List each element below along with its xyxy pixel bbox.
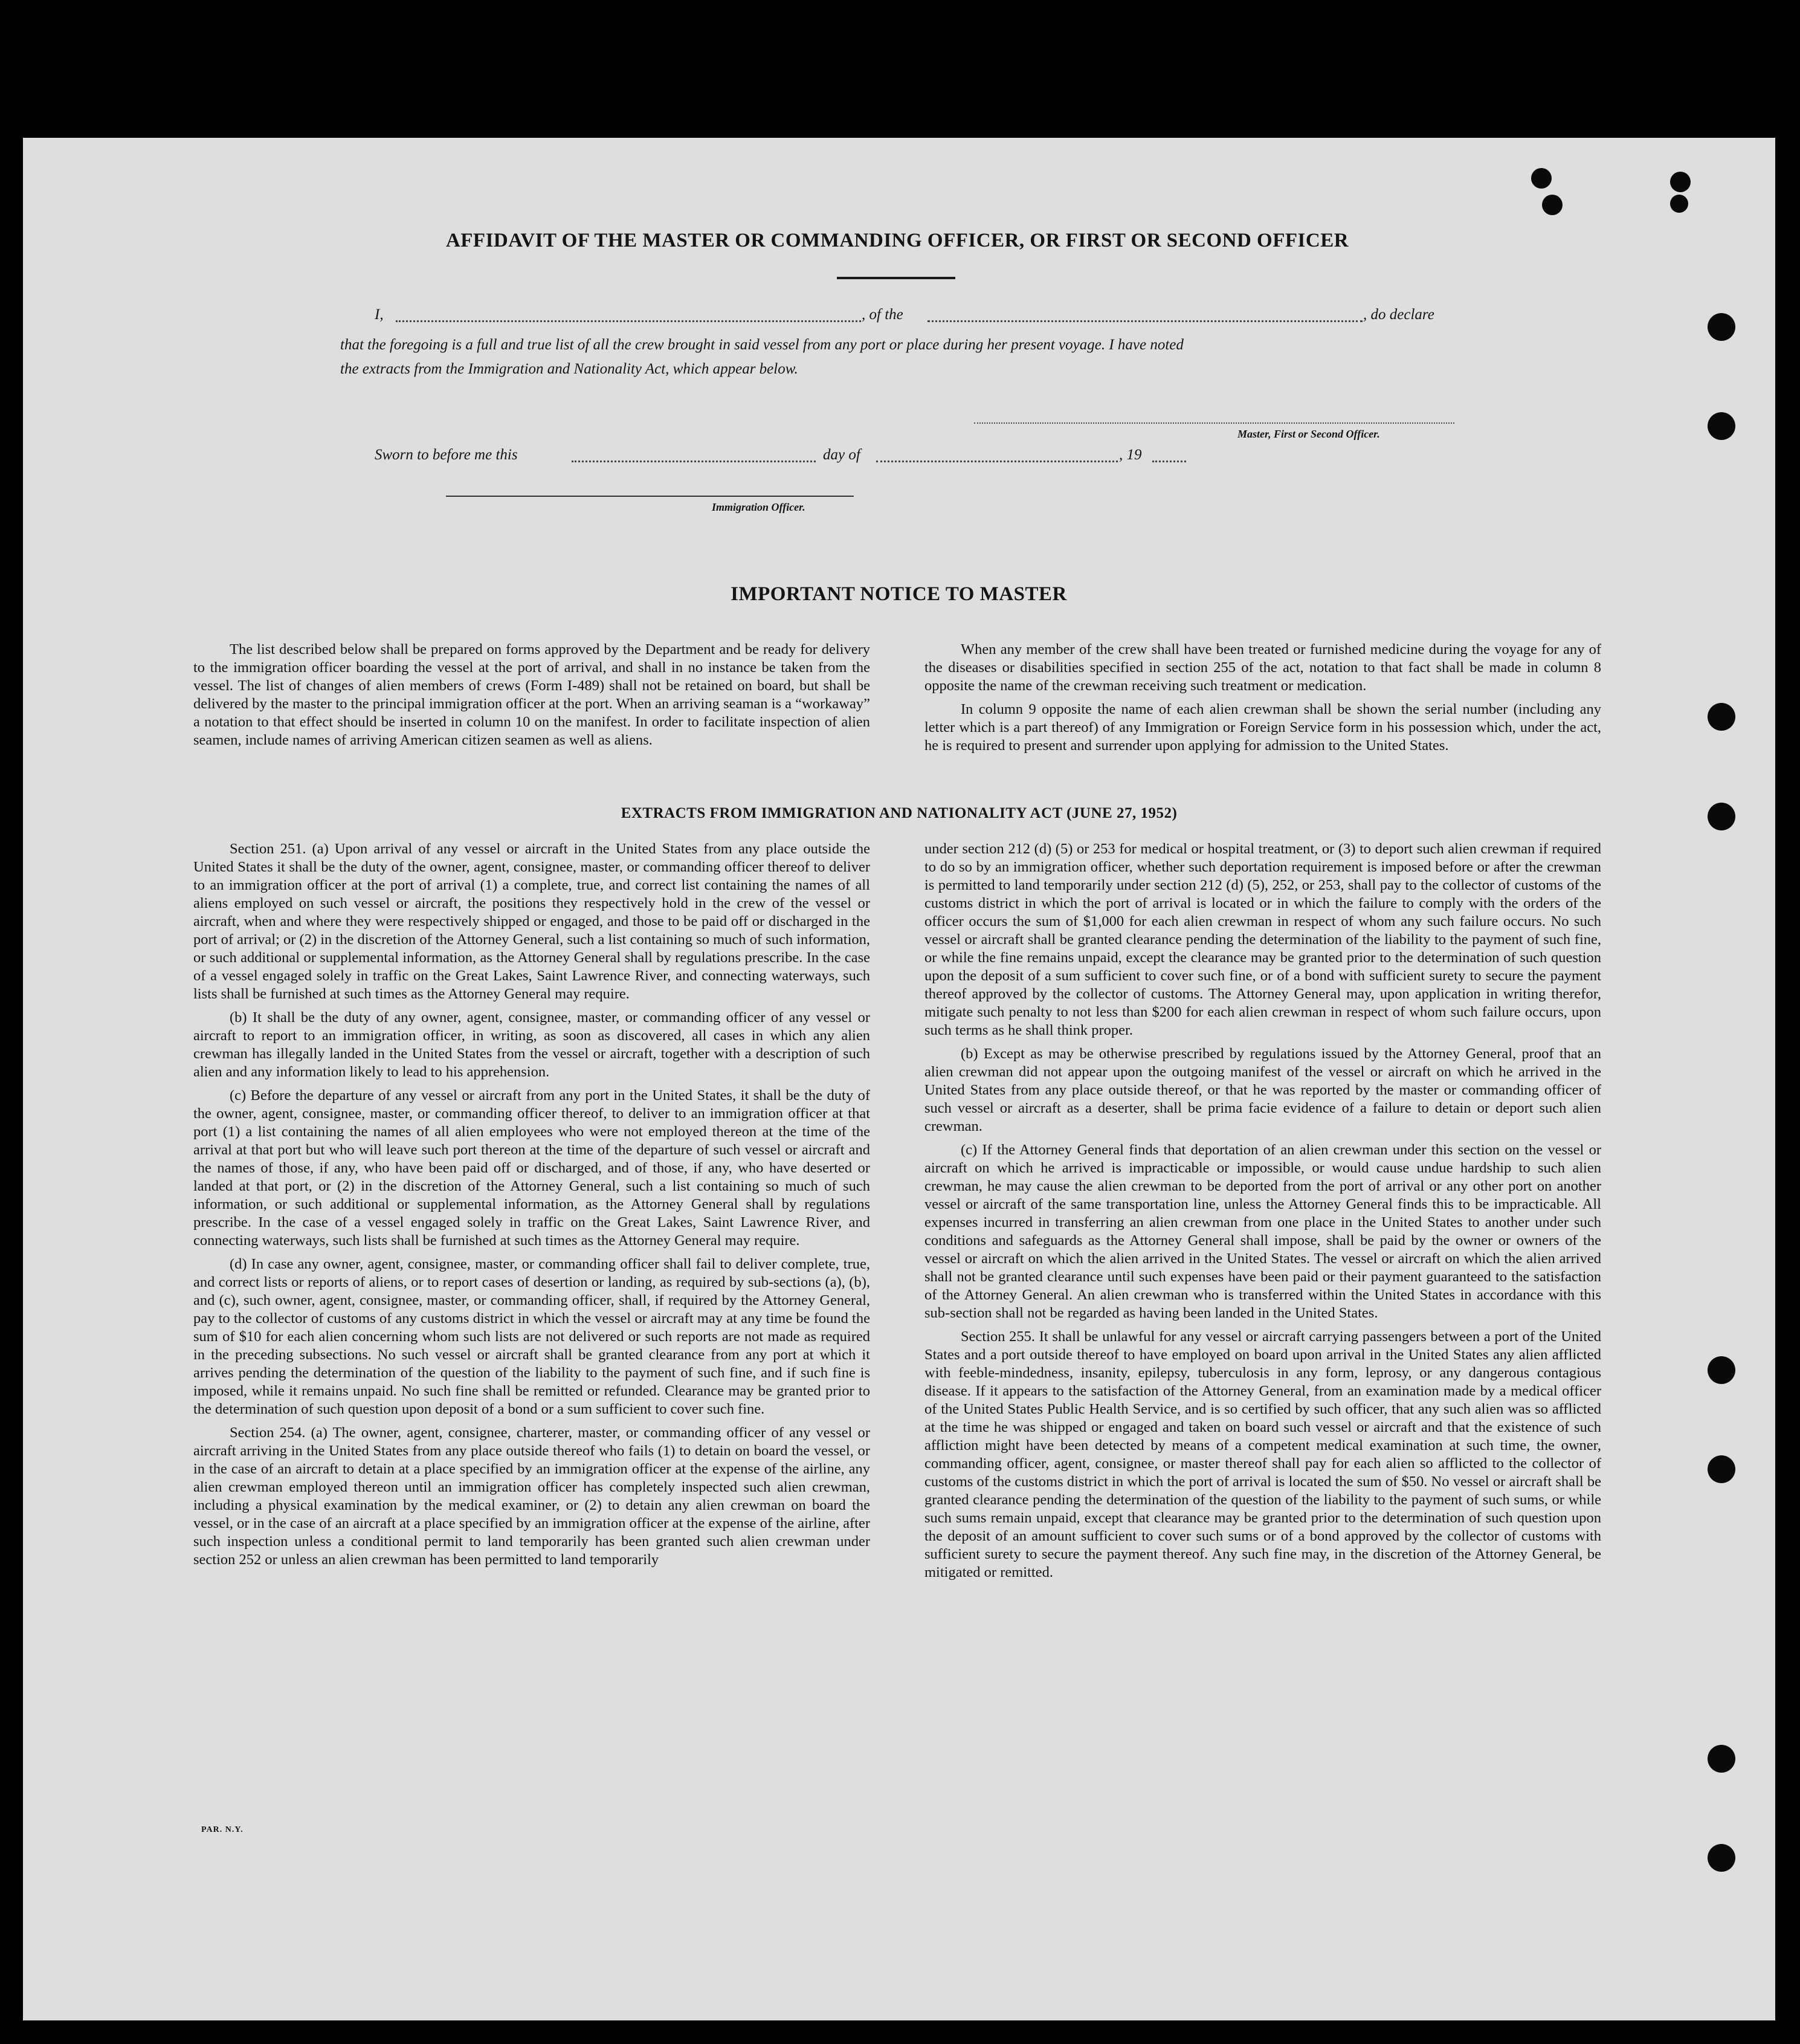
title-divider: [837, 277, 955, 279]
binder-hole: [1708, 703, 1735, 731]
officer-signature-caption: Immigration Officer.: [712, 501, 805, 513]
sworn-year-label: , 19: [1119, 447, 1142, 463]
binder-hole: [1708, 1745, 1735, 1773]
binder-hole: [1708, 313, 1735, 341]
sworn-day-field[interactable]: [572, 461, 816, 462]
extract-paragraph: (b) Except as may be otherwise prescribed by regulations issued by the Attorney General, proof that an alien crewman did not appear upon the outgoing manifest of the vessel or aircraft on which he arrived in the United States from any place outside thereof, or that he was reported by the master or commanding officer of such vessel or aircraft as a deserter, shall be prima facie evidence of a failure to detain or deport such alien crewman.: [924, 1046, 1601, 1134]
notice-title: IMPORTANT NOTICE TO MASTER: [731, 583, 1067, 605]
binder-hole: [1531, 168, 1552, 189]
binder-hole: [1708, 803, 1735, 830]
binder-hole: [1670, 195, 1688, 213]
binder-hole: [1542, 195, 1563, 215]
master-signature-field[interactable]: [974, 422, 1454, 424]
binder-hole: [1708, 412, 1735, 440]
extract-paragraph: Section 251. (a) Upon arrival of any vessel or aircraft in the United States from any place outside the United States it shall be the duty of the owner, agent, consignee, master, or commanding officer thereof to deliver to an immigration officer at the port of arrival (1) a complete, true, and correct list containing the names of all aliens employed on such vessel or aircraft, the positions they respectively hold in the crew of the vessel or aircraft, when and where they were respectively shipped or engaged, and those to be paid off or discharged in the port of arrival; or (2) in the discretion of the Attorney General, such a list containing so much of such information, or such additional or supplemental information, as the Attorney General shall by regulations prescribe. In the case of a vessel engaged solely in traffic on the Great Lakes, Saint Lawrence River, and connecting waterways, such lists shall be furnished at such times as the Attorney General may require.: [193, 841, 870, 1002]
extract-paragraph: Section 254. (a) The owner, agent, consignee, charterer, master, or commanding officer of any vessel or aircraft arriving in the United States from any place outside thereof who fails (1) to detain on board the vessel, or in the case of an aircraft to detain at a place specified by an immigration officer at the expense of the airline, any alien crewman employed thereon until an immigration officer has completely inspected such alien crewman, including a physical examination by the medical examiner, or (2) to detain any alien crewman on board the vessel, or in the case of an aircraft at a place specified by an immigration officer at the expense of the airline, after such inspection unless a conditional permit to land temporarily has been granted such alien crewman under section 252 or unless an alien crewman has been permitted to land temporarily: [193, 1425, 870, 1568]
sworn-year-field[interactable]: [1152, 461, 1186, 462]
extract-paragraph: (b) It shall be the duty of any owner, agent, consignee, master, or commanding officer of any vessel or aircraft to report to an immigration officer, in writing, as soon as discovered, all cases in which any alien crewman has illegally landed in the United States from the vessel or aircraft, together with a description of such alien and any information likely to lead to his apprehension.: [193, 1009, 870, 1080]
statement-line-2: the extracts from the Immigration and Nationality Act, which appear below.: [340, 361, 798, 377]
declare-do-declare-label: , do declare: [1363, 306, 1434, 323]
declare-i-label: I,: [375, 306, 384, 323]
binder-hole: [1670, 172, 1691, 192]
master-signature-caption: Master, First or Second Officer.: [1237, 428, 1380, 440]
extract-paragraph: under section 212 (d) (5) or 253 for medical or hospital treatment, or (3) to deport such alien crewman if required to do so by an immigration officer, whether such deportation requirement is imposed before or after the crewman is permitted to land temporarily under section 212 (d) (5), 252, or 253, shall pay to the collector of customs of the customs district in which the port of arrival is located or in which the failure to comply with the orders of the officer occurs the sum of $1,000 for each alien crewman in respect of whom any such failure occurs. No such vessel or aircraft shall be granted clearance pending the determination of the liability to the payment of such fine, or while the fine remains unpaid, except the clearance may be granted prior to the determination of such question upon the deposit of a sum sufficient to cover such fine, or of a bond with sufficient surety to secure the payment thereof approved by the collector of customs. The Attorney General may, upon application in writing therefor, mitigate such penalty to not less than $200 for each alien crewman in respect of whom such failure occurs, upon such terms as he shall think proper.: [924, 841, 1601, 1038]
affidavit-title: AFFIDAVIT OF THE MASTER OR COMMANDING OFFICER, OR FIRST OR SECOND OFFICER: [445, 230, 1349, 251]
notice-paragraph: In column 9 opposite the name of each alien crewman shall be shown the serial number (including any letter which is a part thereof) of any Immigration or Foreign Service form in his possession which, under the act, he is required to present and surrender upon applying for admission to the United States.: [924, 701, 1601, 754]
extract-paragraph: (c) If the Attorney General finds that deportation of an alien crewman under this section on the vessel or aircraft on which he arrived is impracticable or impossible, or would cause undue hardship to such alien crewman, he may cause the alien crewman to be deported from the port of arrival or any other port on another vessel or aircraft of the same transportation line, unless the Attorney General finds this to be impracticable. All expenses incurred in transferring an alien crewman from one place in the United States to another under such conditions and safeguards as the Attorney General shall impose, shall be paid by the owner or owners of the vessel or aircraft on which the alien arrived in the United States. The vessel or aircraft on which the alien arrived shall not be granted clearance until such expenses have been paid or their payment guaranteed to the satisfaction of the Attorney General. An alien crewman who is transferred within the United States in accordance with this sub-section shall not be regarded as having been landed in the United States.: [924, 1142, 1601, 1321]
officer-signature-field[interactable]: [446, 496, 854, 497]
notice-paragraph: When any member of the crew shall have been treated or furnished medicine during the voyage for any of the diseases or disabilities specified in section 255 of the act, notation to that fact shall be made in column 8 opposite the name of the crewman receiving such treatment or medication.: [924, 641, 1601, 694]
notice-paragraph: The list described below shall be prepared on forms approved by the Department and be ready for delivery to the immigration officer boarding the vessel at the port of arrival, and shall in no instance be taken from the vessel. The list of changes of alien members of crews (Form I-489) shall not be retained on board, but shall be delivered by the master to the principal immigration officer at the port. When an arriving seaman is a “workaway” a notation to that effect should be inserted in column 10 on the manifest. In order to facilitate inspection of alien seamen, include names of arriving American citizen seamen as well as aliens.: [193, 641, 870, 748]
binder-hole: [1708, 1455, 1735, 1483]
notice-right-column: [924, 641, 1601, 755]
printer-mark: PAR. N.Y.: [201, 1825, 244, 1834]
sworn-prefix-label: Sworn to before me this: [375, 447, 518, 463]
sworn-day-of-label: day of: [823, 447, 860, 463]
declarant-name-field[interactable]: [396, 320, 861, 322]
notice-left-column: [193, 641, 870, 749]
statement-line-1: that the foregoing is a full and true list of all the crew brought in said vessel from any port or place during her present voyage. I have noted: [340, 337, 1184, 353]
binder-hole: [1708, 1844, 1735, 1872]
extract-paragraph: (d) In case any owner, agent, consignee, master, or commanding officer shall fail to deliver complete, true, and correct lists or reports of aliens, or to report cases of desertion or landing, as required by sub-sections (a), (b), and (c), such owner, agent, consignee, master, or commanding officer, shall, if required by the Attorney General, pay to the collector of customs of any customs district in which the vessel or aircraft may at any time be found the sum of $10 for each alien concerning whom such lists are not delivered or such reports are not made as required in the preceding subsections. No such vessel or aircraft shall be granted clearance from any port at which it arrives pending the determination of the question of the liability to the payment of such fine, and if such fine is imposed, while it remains unpaid. No such fine shall be remitted or refunded. Clearance may be granted prior to the determination of such question upon deposit of a bond or a sum sufficient to cover such fine.: [193, 1256, 870, 1417]
sworn-month-field[interactable]: [876, 461, 1118, 462]
declare-of-the-label: , of the: [862, 306, 903, 323]
extracts-left-column: [193, 840, 870, 1569]
extracts-right-column: [924, 840, 1601, 1582]
extract-paragraph: Section 255. It shall be unlawful for any vessel or aircraft carrying passengers between a port of the United States and a port outside thereof to have employed on board upon arrival in the United States any alien afflicted with feeble-mindedness, insanity, epilepsy, tuberculosis in any form, leprosy, or any dangerous contagious disease. If it appears to the satisfaction of the Attorney General, from an examination made by a medical officer of the United States Public Health Service, and is so certified by such officer, that any such alien was so afflicted at the time he was shipped or engaged and taken on board such vessel or aircraft and that the existence of such affliction might have been detected by means of a competent medical examination at such time, the owner, commanding officer, agent, consignee, or master thereof shall pay for each alien so afflicted to the collector of customs of the customs district in which the port of arrival is located the sum of $50. No vessel or aircraft shall be granted clearance pending the determination of the question of the liability to the payment of such sums, or while such sums remain unpaid, except that clearance may be granted prior to the determination of such question upon the deposit of an amount sufficient to cover such sums or of a bond approved by the collector of customs with sufficient surety to secure the payment thereof. Any such fine may, in the discretion of the Attorney General, be mitigated or remitted.: [924, 1328, 1601, 1580]
vessel-name-field[interactable]: [927, 320, 1363, 322]
binder-hole: [1708, 1356, 1735, 1384]
extract-paragraph: (c) Before the departure of any vessel or aircraft from any port in the United States, it shall be the duty of the owner, agent, consignee, master, or commanding officer thereof, to deliver to an immigration officer at that port (1) a list containing the names of all alien employees who were not employed thereon at the time of the arrival at that port but who will leave such port thereon at the time of the departure of such vessel or aircraft and the names of those, if any, who have been paid off or discharged, and of those, if any, who have deserted or landed at that port, or (2) in the discretion of the Attorney General, such a list containing so much of such information, or such additional or supplemental information, as the Attorney General shall by regulations prescribe. In the case of a vessel engaged solely in traffic on the Great Lakes, Saint Lawrence River, and connecting waterways, such lists shall be furnished at such times as the Attorney General may require.: [193, 1087, 870, 1249]
extracts-title: EXTRACTS FROM IMMIGRATION AND NATIONALITY ACT (JUNE 27, 1952): [621, 805, 1178, 821]
